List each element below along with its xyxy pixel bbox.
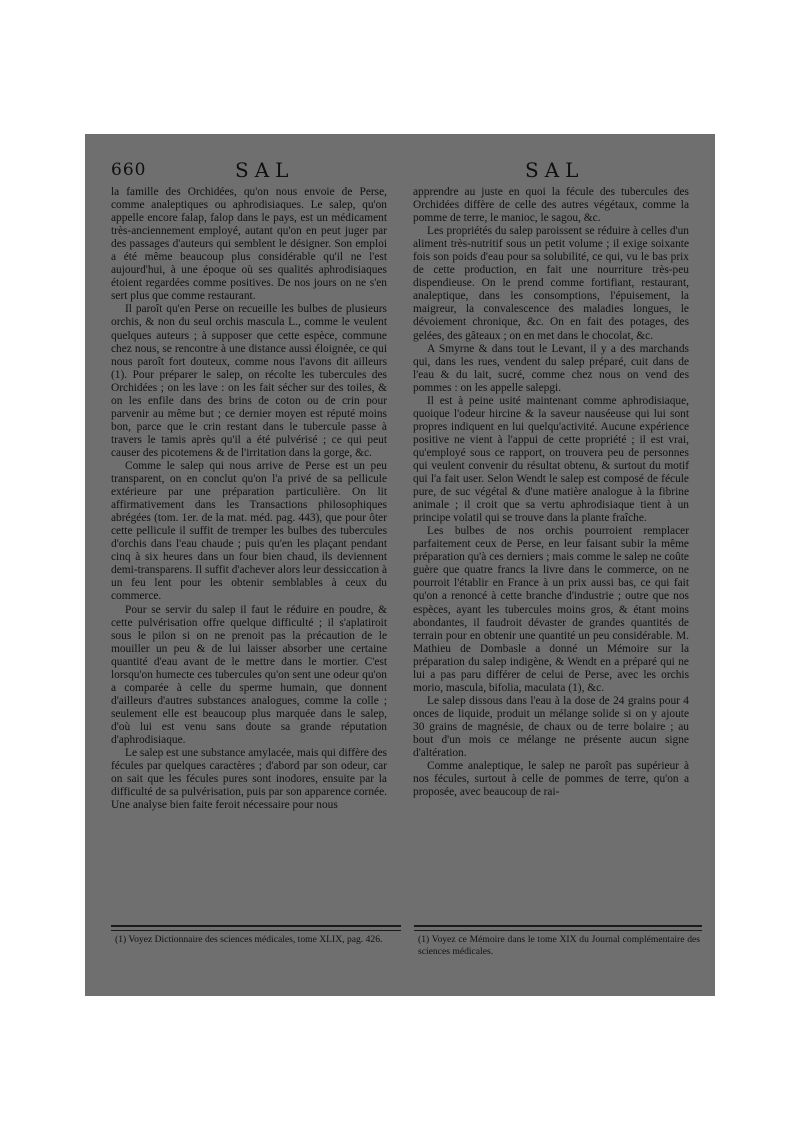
paragraph: Comme le salep qui nous arrive de Perse est un peu transparent, on en conclut qu'on l'a privé de sa pellicule extérieure par une préparation particulière. On lit affirmativement dans les Transactions philosophiques abrégées (tom. 1er. de la mat. méd. pag. 443), que pour ôter cette pellicule il suffit de tremper les bulbes des tubercules d'orchis dans l'eau chaude ; puis qu'en les plaçant pendant cinq à six heures dans un four bien chaud, ils deviennent demi-transparens. Il suffit d'achever alors leur dessiccation à un feu lent pour les obtenir semblables à ceux du commerce. — [111, 459, 387, 603]
paragraph: apprendre au juste en quoi la fécule des tubercules des Orchidées diffère de celle des autres végétaux, comme la pomme de terre, le manioc, le sagou, &c. — [413, 186, 689, 225]
footnote-right: (1) Voyez ce Mémoire dans le tome XIX du Journal complémentaire des sciences médicales. — [418, 934, 700, 957]
paragraph: Le salep est une substance amylacée, mais qui diffère des fécules par quelques caractères ; d'abord par son odeur, car on sait que les fécules pures sont inodores, ensuite par la difficulté de sa pulvérisation, puis par son apparence cornée. Une analyse bien faite feroit nécessaire pour nous — [111, 747, 387, 812]
left-column — [111, 186, 387, 946]
paragraph: Le salep dissous dans l'eau à la dose de 24 grains pour 4 onces de liquide, produit un mélange solide si on y ajoute 30 grains de magnésie, de chaux ou de terre bolaire ; au bout d'un mois ce mélange ne présente aucun signe d'altération. — [413, 694, 689, 760]
paragraph: Les propriétés du salep paroissent se réduire à celles d'un aliment très-nutritif sous un petit volume ; il exige soixante fois son poids d'eau pour sa solubilité, ce qui, vu le bas prix de cette production, en fait une nourriture très-peu dispendieuse. On le prend comme fortifiant, restaurant, analeptique, dans les consomptions, l'épuisement, la maigreur, la convalescence des maladies longues, le dévoiement chronique, &c. On en fait des potages, des gelées, des gâteaux ; on en met dans le chocolat, &c. — [413, 225, 689, 342]
running-head-left: SAL — [235, 158, 295, 182]
paragraph: Comme analeptique, le salep ne paroît pas supérieur à nos fécules, surtout à celle de pommes de terre, qu'on a proposée, avec beaucoup de rai- — [413, 760, 689, 799]
running-head-right: SAL — [525, 158, 585, 182]
paragraph: la famille des Orchidées, qu'on nous envoie de Perse, comme analeptiques ou aphrodisiaques. Le salep, qu'on appelle encore falap, falop dans le pays, est un médicament très-anciennement employé, autant qu'on en peut juger par des passages d'auteurs qui semblent le désigner. Son emploi a été même beaucoup plus considérable qu'il ne l'est aujourd'hui, à une époque où ses qualités aphrodisiaques étoient regardées comme positives. De nos jours on ne s'en sert plus que comme restaurant. — [111, 186, 387, 303]
footnote-rule-right — [414, 925, 702, 927]
paragraph: Il est à peine usité maintenant comme aphrodisiaque, quoique l'odeur hircine & la saveur nauséeuse qui lui sont propres indiquent en lui quelqu'activité. Aucune expérience positive ne vient à l'appui de cette propriété ; il est vrai, qu'employé sous ce rapport, on trouvera peu de personnes qui veulent convenir du résultat obtenu, & surtout du motif qui l'a fait user. Selon Wendt le salep est composé de fécule pure, de suc végétal & d'une matière analogue à la fibrine animale ; il croit que sa vertu aphrodisiaque tient à un principe volatil qui se trouve dans la plante fraîche. — [413, 394, 689, 525]
scanned-page — [85, 134, 715, 996]
paragraph: A Smyrne & dans tout le Levant, il y a des marchands qui, dans les rues, vendent du salep préparé, cuit dans de l'eau & du lait, sucré, comme chez nous on vend des pommes : on les appelle salepgi. — [413, 342, 689, 394]
footnote-rule-left — [111, 925, 401, 927]
page-number: 660 — [111, 160, 147, 180]
footnote-left: (1) Voyez Dictionnaire des sciences médicales, tome XLIX, pag. 426. — [115, 934, 383, 945]
paragraph: Les bulbes de nos orchis pourroient remplacer parfaitement ceux de Perse, en leur faisant subir la même préparation qu'à ces derniers ; mais comme le salep ne coûte guère que quatre francs la livre dans le commerce, on ne pourroit l'établir en France à un prix aussi bas, ce qui fait qu'on a renoncé à cette branche d'industrie ; outre que nos espèces, ayant les tubercules moins gros, & étant moins abondantes, il faudroit dévaster de grandes quantités de terrain pour en obtenir une quantité un peu considérable. M. Mathieu de Dombasle a donné un Mémoire sur la préparation du salep indigène, & Wendt en a préparé qui ne lui a pas paru différer de celui de Perse, avec les orchis morio, mascula, bifolia, maculata (1), &c. — [413, 525, 689, 694]
page-header — [85, 156, 715, 188]
paragraph: Il paroît qu'en Perse on recueille les bulbes de plusieurs orchis, & non du seul orchis mascula L., comme le veulent quelques auteurs ; à supposer que cette espèce, commune chez nous, se rencontre à une distance aussi éloignée, ce qui nous paroît fort douteux, comme nous l'avons dit ailleurs (1). Pour préparer le salep, on récolte les tubercules des Orchidées ; on les lave : on les fait sécher sur des toiles, & on les enfile dans des brins de coton ou de crin pour parvenir au même but ; ce dernier moyen est réputé moins bon, parce que le crin restant dans le tubercule passe à travers le tamis après qu'il a été pulvérisé ; ce qui peut causer des picotemens & de l'irritation dans la gorge, &c. — [111, 303, 387, 459]
footnote-rule-right-thin — [414, 930, 702, 931]
paragraph: Pour se servir du salep il faut le réduire en poudre, & cette pulvérisation offre quelque difficulté ; il s'aplatiroit sous le pilon si on ne prenoit pas la précaution de le mouiller un peu & de lui laisser absorber une certaine quantité d'eau avant de le mettre dans le mortier. C'est lorsqu'on humecte ces tubercules qu'on sent une odeur qu'on a comparée à celle du sperme humain, que donnent d'ailleurs d'autres substances analogues, comme la colle ; seulement elle est beaucoup plus marquée dans le salep, d'où lui est venu sans doute sa grande réputation d'aphrodisiaque. — [111, 603, 387, 746]
right-column — [413, 186, 689, 946]
footnote-rule-left-thin — [111, 930, 401, 931]
